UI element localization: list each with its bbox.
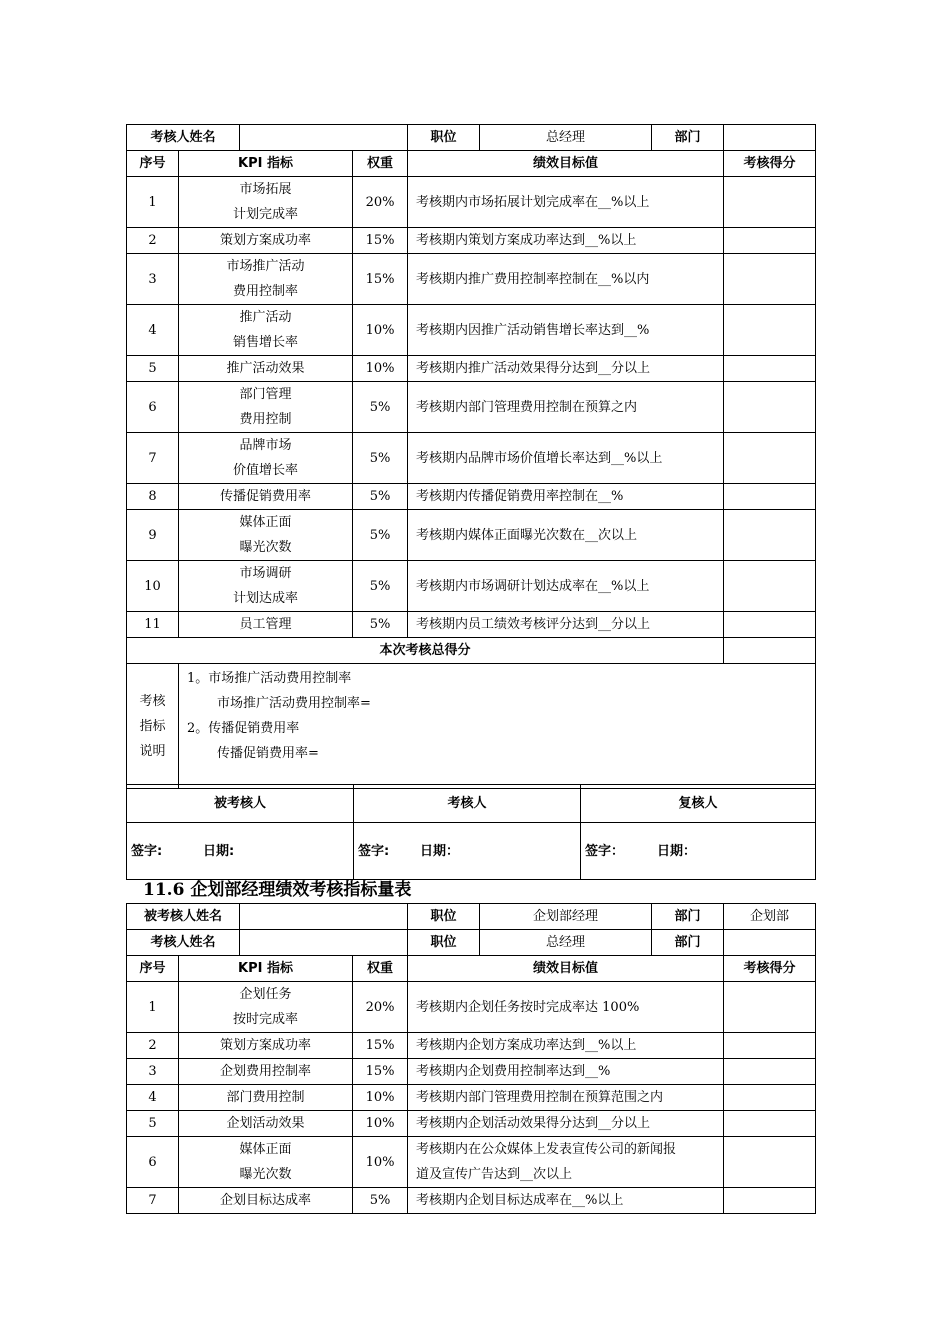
row-number: 2 [127, 228, 179, 254]
kpi-name-line: 销售增长率 [233, 335, 299, 350]
kpi-name [179, 1188, 353, 1214]
table-row [127, 982, 816, 1033]
appraiser-signature-field[interactable] [354, 823, 581, 880]
date-label: 日期: [203, 843, 235, 859]
kpi-score-cell[interactable] [724, 382, 816, 433]
kpi-score-cell[interactable] [724, 228, 816, 254]
table-row [127, 510, 816, 561]
kpi-goal-line: 考核期内员工绩效考核评分达到__分以上 [416, 617, 651, 632]
table-row [127, 177, 816, 228]
kpi-name-line: 费用控制率 [233, 284, 299, 299]
kpi-goal-line: 考核期内因推广活动销售增长率达到__% [416, 322, 650, 338]
reviewer-name-label: 考核人姓名 [127, 125, 240, 151]
kpi-goal [408, 1085, 724, 1111]
col-header-goal: 绩效目标值 [408, 151, 724, 177]
kpi-goal-line: 道及宣传广告达到__次以上 [416, 1167, 573, 1182]
col-header-no: 序号 [127, 151, 179, 177]
col-header-no: 序号 [127, 956, 179, 982]
kpi-goal [408, 982, 724, 1033]
reviewer-signature-field[interactable] [581, 823, 816, 880]
row-number: 6 [127, 1137, 179, 1188]
table-row [127, 1033, 816, 1059]
kpi-weight: 10% [353, 1111, 408, 1137]
kpi-name-line: 媒体正面 [239, 515, 292, 530]
explain-content [179, 664, 816, 789]
kpi-name [179, 1033, 353, 1059]
row-number: 2 [127, 1033, 179, 1059]
kpi-name [179, 177, 353, 228]
col-header-kpi: KPI 指标 [179, 151, 353, 177]
row-number: 1 [127, 982, 179, 1033]
position-value: 总经理 [480, 930, 652, 956]
kpi-score-cell[interactable] [724, 254, 816, 305]
row-number: 6 [127, 382, 179, 433]
kpi-name [179, 228, 353, 254]
kpi-weight: 10% [353, 1137, 408, 1188]
section-title: 11.6 企划部经理绩效考核指标量表 [143, 880, 412, 900]
kpi-goal-line: 考核期内市场调研计划达成率在__%以上 [416, 578, 650, 594]
kpi-goal [408, 1059, 724, 1085]
kpi-table-planning-manager [126, 903, 816, 1214]
table-row [127, 1085, 816, 1111]
kpi-goal-line: 考核期内在公众媒体上发表宣传公司的新闻报 [416, 1142, 677, 1157]
sign-label: 签字: [131, 843, 163, 859]
kpi-name [179, 1059, 353, 1085]
table-row [127, 305, 816, 356]
dept-label: 部门 [652, 930, 724, 956]
kpi-name-line: 企划活动效果 [226, 1116, 305, 1131]
kpi-goal [408, 177, 724, 228]
kpi-table-general-manager [126, 124, 816, 789]
kpi-weight: 5% [353, 561, 408, 612]
kpi-goal-line: 考核期内推广费用控制率控制在__%以内 [416, 271, 650, 287]
row-number: 4 [127, 305, 179, 356]
col-header-weight: 权重 [353, 151, 408, 177]
kpi-name [179, 1111, 353, 1137]
kpi-goal [408, 1137, 724, 1188]
kpi-name [179, 433, 353, 484]
kpi-score-cell[interactable] [724, 1111, 816, 1137]
kpi-weight: 5% [353, 382, 408, 433]
kpi-goal-line: 考核期内策划方案成功率达到__%以上 [416, 233, 637, 248]
kpi-goal [408, 228, 724, 254]
kpi-weight: 5% [353, 433, 408, 484]
kpi-goal [408, 484, 724, 510]
kpi-weight: 5% [353, 612, 408, 638]
row-number: 3 [127, 254, 179, 305]
row-number: 7 [127, 1188, 179, 1214]
kpi-name-line: 企划目标达成率 [220, 1193, 312, 1208]
position-value: 企划部经理 [480, 904, 652, 930]
kpi-name-line: 计划达成率 [233, 591, 299, 606]
kpi-weight: 10% [353, 356, 408, 382]
kpi-name-line: 员工管理 [239, 617, 292, 632]
kpi-name-line: 策划方案成功率 [220, 1038, 312, 1053]
sign-label: 签字: [358, 843, 390, 859]
kpi-name-line: 企划费用控制率 [220, 1064, 312, 1079]
col-header-goal: 绩效目标值 [408, 956, 724, 982]
kpi-name [179, 561, 353, 612]
kpi-goal [408, 356, 724, 382]
kpi-name-line: 市场推广活动 [226, 259, 305, 274]
kpi-name-line: 品牌市场 [239, 438, 292, 453]
kpi-score-cell[interactable] [724, 1085, 816, 1111]
kpi-goal [408, 561, 724, 612]
kpi-weight: 15% [353, 228, 408, 254]
row-number: 9 [127, 510, 179, 561]
row-number: 1 [127, 177, 179, 228]
kpi-weight: 5% [353, 510, 408, 561]
explain-line: 传播促销费用率= [217, 746, 319, 761]
position-label: 职位 [408, 930, 480, 956]
kpi-goal-line: 考核期内媒体正面曝光次数在__次以上 [416, 527, 638, 543]
kpi-score-cell[interactable] [724, 356, 816, 382]
kpi-goal-line: 考核期内企划活动效果得分达到__分以上 [416, 1116, 651, 1131]
kpi-goal [408, 382, 724, 433]
kpi-weight: 15% [353, 1033, 408, 1059]
appraiser-label: 考核人 [354, 785, 581, 823]
appraisee-signature-field[interactable] [127, 823, 354, 880]
kpi-score-cell[interactable] [724, 305, 816, 356]
kpi-name-line: 计划完成率 [233, 207, 299, 222]
col-header-score: 考核得分 [724, 956, 816, 982]
kpi-name [179, 356, 353, 382]
kpi-goal [408, 254, 724, 305]
table-row [127, 1111, 816, 1137]
kpi-score-cell[interactable] [724, 612, 816, 638]
row-number: 8 [127, 484, 179, 510]
dept-label: 部门 [652, 904, 724, 930]
row-number: 7 [127, 433, 179, 484]
row-number: 4 [127, 1085, 179, 1111]
kpi-name-line: 曝光次数 [239, 1167, 292, 1182]
kpi-goal [408, 305, 724, 356]
kpi-weight: 15% [353, 254, 408, 305]
dept-value [724, 125, 816, 151]
kpi-weight: 10% [353, 305, 408, 356]
kpi-name-line: 推广活动 [239, 310, 292, 325]
reviewer-name-label: 考核人姓名 [127, 930, 240, 956]
col-header-kpi: KPI 指标 [179, 956, 353, 982]
sign-label: 签字： [585, 843, 625, 859]
kpi-score-cell[interactable] [724, 561, 816, 612]
kpi-name [179, 612, 353, 638]
kpi-name-line: 市场拓展 [239, 182, 292, 197]
kpi-name-line: 曝光次数 [239, 540, 292, 555]
kpi-score-cell[interactable] [724, 484, 816, 510]
table-row [127, 612, 816, 638]
kpi-goal-line: 考核期内推广活动效果得分达到__分以上 [416, 361, 651, 376]
kpi-score-cell[interactable] [724, 1188, 816, 1214]
col-header-score: 考核得分 [724, 151, 816, 177]
kpi-name-line: 部门费用控制 [226, 1090, 305, 1105]
explain-label: 考核 指标 说明 [127, 664, 179, 789]
kpi-score-cell[interactable] [724, 982, 816, 1033]
dept-label: 部门 [652, 125, 724, 151]
kpi-name-line: 按时完成率 [233, 1012, 299, 1027]
kpi-goal-line: 考核期内企划任务按时完成率达 100% [416, 999, 640, 1015]
kpi-name-line: 部门管理 [239, 387, 292, 402]
row-number: 3 [127, 1059, 179, 1085]
kpi-weight: 10% [353, 1085, 408, 1111]
kpi-goal [408, 433, 724, 484]
kpi-goal [408, 1111, 724, 1137]
dept-value: 企划部 [724, 904, 816, 930]
reviewer-name-value [240, 930, 408, 956]
kpi-goal-line: 考核期内传播促销费用率控制在__% [416, 489, 624, 504]
table-row [127, 382, 816, 433]
kpi-name [179, 982, 353, 1033]
kpi-name [179, 1137, 353, 1188]
table-row [127, 1059, 816, 1085]
kpi-goal [408, 510, 724, 561]
position-value: 总经理 [480, 125, 652, 151]
col-header-weight: 权重 [353, 956, 408, 982]
kpi-score-cell[interactable] [724, 433, 816, 484]
kpi-weight: 20% [353, 982, 408, 1033]
kpi-weight: 15% [353, 1059, 408, 1085]
kpi-name-line: 价值增长率 [233, 463, 299, 478]
kpi-name-line: 媒体正面 [239, 1142, 292, 1157]
kpi-name-line: 推广活动效果 [226, 361, 305, 376]
table-row [127, 1188, 816, 1214]
kpi-name-line: 传播促销费用率 [220, 489, 312, 504]
table-row [127, 433, 816, 484]
kpi-score-cell[interactable] [724, 1059, 816, 1085]
kpi-name-line: 费用控制 [239, 412, 292, 427]
total-score-label: 本次考核总得分 [127, 638, 724, 664]
date-label: 日期： [657, 843, 697, 859]
kpi-score-cell[interactable] [724, 510, 816, 561]
total-score-value [724, 638, 816, 664]
kpi-goal [408, 612, 724, 638]
row-number: 5 [127, 1111, 179, 1137]
kpi-name [179, 382, 353, 433]
kpi-name [179, 1085, 353, 1111]
kpi-goal-line: 考核期内企划方案成功率达到__%以上 [416, 1038, 637, 1053]
kpi-goal-line: 考核期内部门管理费用控制在预算之内 [416, 399, 638, 415]
kpi-name-line: 策划方案成功率 [220, 233, 312, 248]
table-row [127, 484, 816, 510]
appraisee-name-label: 被考核人姓名 [127, 904, 240, 930]
table-row [127, 356, 816, 382]
table-row [127, 561, 816, 612]
kpi-score-cell[interactable] [724, 1033, 816, 1059]
table-row [127, 1137, 816, 1188]
table-row [127, 254, 816, 305]
row-number: 11 [127, 612, 179, 638]
kpi-goal-line: 考核期内部门管理费用控制在预算范围之内 [416, 1090, 664, 1105]
position-label: 职位 [408, 904, 480, 930]
kpi-goal-line: 考核期内企划目标达成率在__%以上 [416, 1193, 624, 1208]
table-row [127, 228, 816, 254]
kpi-goal-line: 考核期内品牌市场价值增长率达到__%以上 [416, 450, 663, 466]
kpi-name-line: 市场调研 [239, 566, 292, 581]
kpi-weight: 20% [353, 177, 408, 228]
kpi-goal-line: 考核期内企划费用控制率达到__% [416, 1064, 611, 1079]
reviewer-label: 复核人 [581, 785, 816, 823]
kpi-name [179, 254, 353, 305]
row-number: 5 [127, 356, 179, 382]
kpi-weight: 5% [353, 484, 408, 510]
reviewer-name-value [240, 125, 408, 151]
row-number: 10 [127, 561, 179, 612]
kpi-goal-line: 考核期内市场拓展计划完成率在__%以上 [416, 194, 650, 210]
kpi-goal [408, 1188, 724, 1214]
kpi-weight: 5% [353, 1188, 408, 1214]
explain-line: 市场推广活动费用控制率= [217, 696, 371, 711]
signature-table [126, 784, 816, 880]
position-label: 职位 [408, 125, 480, 151]
explain-line: 1。市场推广活动费用控制率 [187, 671, 352, 686]
appraisee-name-value [240, 904, 408, 930]
explain-line: 2。传播促销费用率 [187, 721, 300, 736]
kpi-name-line: 企划任务 [239, 987, 292, 1002]
dept-value [724, 930, 816, 956]
appraisee-label: 被考核人 [127, 785, 354, 823]
date-label: 日期： [420, 843, 460, 859]
kpi-goal [408, 1033, 724, 1059]
kpi-name [179, 305, 353, 356]
kpi-score-cell[interactable] [724, 1137, 816, 1188]
kpi-name [179, 484, 353, 510]
kpi-name [179, 510, 353, 561]
kpi-score-cell[interactable] [724, 177, 816, 228]
